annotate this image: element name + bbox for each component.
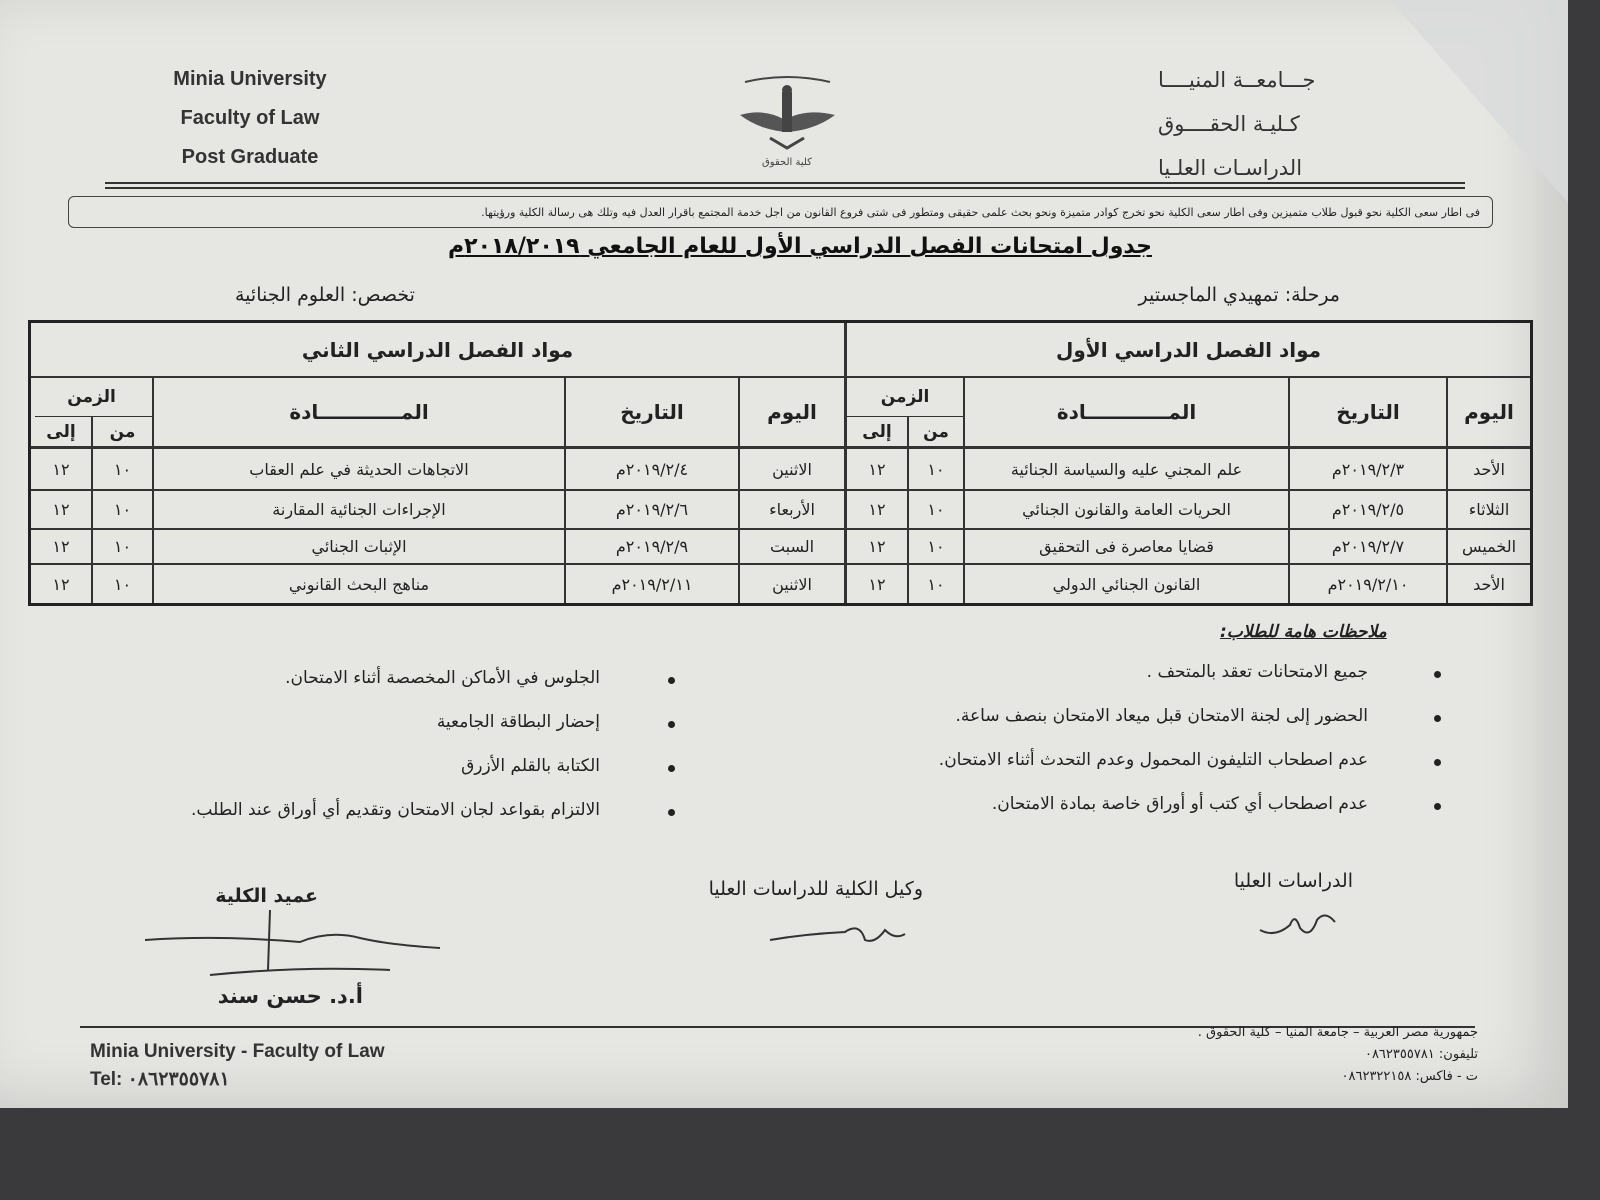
header-dept-en: Post Graduate xyxy=(181,146,319,168)
sem2-row-subject: الإثبات الجنائي xyxy=(311,537,407,556)
sem2-row-to: ١٢ xyxy=(52,574,70,594)
sem1-col-date: التاريخ xyxy=(1336,400,1400,424)
sem2-col-subject: المــــــــــــادة xyxy=(289,400,429,424)
note-item: جميع الامتحانات تعقد بالمتحف . xyxy=(1146,662,1368,682)
dean-signature-label: عميد الكلية xyxy=(215,885,318,907)
sem2-row-from: ١٠ xyxy=(113,537,132,556)
header-faculty-en: Faculty of Law xyxy=(180,107,320,129)
note-item: الحضور إلى لجنة الامتحان قبل ميعاد الامتحان بنصف ساعة. xyxy=(955,706,1368,726)
note-item: الجلوس في الأماكن المخصصة أثناء الامتحان. xyxy=(285,668,600,688)
sem1-row-from: ١٠ xyxy=(927,500,945,519)
sem1-row-date: ٢٠١٩/٢/٣م xyxy=(1331,459,1405,479)
header-faculty-ar: كـليـة الحقــــوق xyxy=(1158,112,1300,136)
vice-dean-signature-scrawl-icon xyxy=(765,912,915,952)
sem2-row-from: ١٠ xyxy=(113,459,132,479)
bullet-icon xyxy=(1434,803,1441,810)
sem2-row-subject: الإجراءات الجنائية المقارنة xyxy=(272,500,446,519)
bullet-icon xyxy=(668,765,675,772)
sem2-col-time: الزمن xyxy=(67,387,116,407)
sem1-row-from: ١٠ xyxy=(927,459,945,479)
grad-signature-scrawl-icon xyxy=(1255,900,1345,945)
sem1-row-to: ١٢ xyxy=(868,537,886,556)
bullet-icon xyxy=(1434,759,1441,766)
sem1-row-subject: قضايا معاصرة فى التحقيق xyxy=(1039,537,1214,556)
sem1-row-day: الخميس xyxy=(1461,537,1517,556)
arabic-header xyxy=(1158,58,1418,190)
footer-arabic xyxy=(1198,1022,1478,1088)
sem2-row-subject: مناهج البحث القانوني xyxy=(288,574,430,594)
sem2-row-day: الأربعاء xyxy=(769,500,815,519)
sem1-row-to: ١٢ xyxy=(868,459,886,479)
sem1-header: مواد الفصل الدراسي الأول xyxy=(1056,337,1321,362)
sem1-row-subject: الحريات العامة والقانون الجنائي xyxy=(1022,500,1231,519)
notes-title: ملاحظات هامة للطلاب: xyxy=(1220,622,1387,642)
sem1-row-day: الثلاثاء xyxy=(1468,500,1510,519)
header-dept-ar: الدراسـات العلـيا xyxy=(1158,156,1303,180)
sem1-row-date: ٢٠١٩/٢/٥م xyxy=(1331,500,1405,519)
footer-english xyxy=(90,1038,385,1094)
grad-studies-signature-label: الدراسات العليا xyxy=(1233,870,1353,892)
vice-dean-signature-label: وكيل الكلية للدراسات العليا xyxy=(708,878,923,900)
sem2-col-from: من xyxy=(109,421,136,442)
sem1-row-date: ٢٠١٩/٢/٧م xyxy=(1331,537,1405,556)
note-item: عدم اصطحاب التليفون المحمول وعدم التحدث أثناء الامتحان. xyxy=(938,750,1368,770)
footer-en-tel: Tel: ٠٨٦٢٣٥٥٧٨١ xyxy=(90,1069,230,1090)
faculty-logo-icon xyxy=(735,70,840,170)
sem1-row-date: ٢٠١٩/٢/١٠م xyxy=(1327,574,1409,594)
sem2-row-date: ٢٠١٩/٢/٩م xyxy=(615,537,689,556)
sem1-col-time: الزمن xyxy=(880,387,930,407)
footer-en-name: Minia University - Faculty of Law xyxy=(90,1041,385,1062)
header-rule-2 xyxy=(105,187,1465,189)
sem1-row-to: ١٢ xyxy=(868,500,886,519)
sem1-col-day: اليوم xyxy=(1464,400,1514,424)
footer-ar-address: جمهورية مصر العربية – جامعة المنيا – كلية الحقوق . xyxy=(1197,1025,1478,1040)
bullet-icon xyxy=(1434,671,1441,678)
bullet-icon xyxy=(1434,715,1441,722)
logo-caption: كلية الحقوق xyxy=(762,157,812,168)
note-item: عدم اصطحاب أي كتب أو أوراق خاصة بمادة الامتحان. xyxy=(991,794,1368,814)
dean-name: أ.د. حسن سند xyxy=(217,984,363,1008)
dean-signature-scrawl-icon xyxy=(140,900,450,980)
bullet-icon xyxy=(668,677,675,684)
sem2-row-day: الاثنين xyxy=(772,574,812,594)
sem2-header: مواد الفصل الدراسي الثاني xyxy=(301,337,574,362)
header-university-ar: جـــامعــة المنيــــا xyxy=(1158,68,1316,92)
sem1-row-day: الأحد xyxy=(1473,574,1505,594)
note-item: الالتزام بقواعد لجان الامتحان وتقديم أي أوراق عند الطلب. xyxy=(191,800,600,820)
sem2-col-to: إلى xyxy=(46,421,76,442)
page-title: جدول امتحانات الفصل الدراسي الأول للعام الجامعي ٢٠١٨/٢٠١٩م xyxy=(448,234,1152,259)
sem1-col-from: من xyxy=(923,421,949,442)
sem2-row-day: الاثنين xyxy=(772,459,812,479)
sem2-col-date: التاريخ xyxy=(620,400,684,424)
sem1-row-subject: القانون الجنائي الدولي xyxy=(1052,574,1201,594)
footer-ar-fax: ت - فاكس: ٠٨٦٢٣٢٢١٥٨ xyxy=(1341,1069,1478,1084)
sem1-row-to: ١٢ xyxy=(868,574,886,594)
sem1-col-subject: المــــــــــــادة xyxy=(1056,400,1197,424)
sem1-row-from: ١٠ xyxy=(927,537,945,556)
sem1-row-from: ١٠ xyxy=(927,574,945,594)
sem2-row-from: ١٠ xyxy=(113,574,132,594)
mission-statement: فى اطار سعى الكلية نحو قبول طلاب متميزين وفى اطار سعى الكلية نحو تخرج كوادر متميزة ونحو بحث علمى حقيقى ومتطور فى شتى فروع القانون من اجل خدمة المجتمع باقرار العدل فيه وتلك هى رسالة الكلية ورؤيتها. xyxy=(68,196,1493,228)
sem2-row-day: السبت xyxy=(769,537,815,556)
stage-label: مرحلة: تمهيدي الماجستير xyxy=(1138,284,1340,306)
sem1-row-day: الأحد xyxy=(1473,459,1505,479)
header-university-en: Minia University xyxy=(173,68,327,90)
sem2-row-from: ١٠ xyxy=(113,500,132,519)
sem2-row-to: ١٢ xyxy=(52,537,70,556)
sem2-row-date: ٢٠١٩/٢/٤م xyxy=(615,459,689,479)
english-header xyxy=(150,60,350,177)
note-item: الكتابة بالقلم الأزرق xyxy=(461,756,600,776)
specialization-label: تخصص: العلوم الجنائية xyxy=(235,284,415,306)
sem2-col-day: اليوم xyxy=(767,400,817,424)
note-item: إحضار البطاقة الجامعية xyxy=(436,712,600,732)
sem2-row-date: ٢٠١٩/٢/١١م xyxy=(611,574,693,594)
bullet-icon xyxy=(668,721,675,728)
sem2-row-to: ١٢ xyxy=(52,500,70,519)
sem1-col-to: إلى xyxy=(862,421,892,442)
exam-schedule-table xyxy=(28,320,1533,606)
footer-ar-phone: تليفون: ٠٨٦٢٣٥٥٧٨١ xyxy=(1364,1047,1478,1062)
sem1-row-subject: علم المجني عليه والسياسة الجنائية xyxy=(1010,459,1243,479)
sem2-row-date: ٢٠١٩/٢/٦م xyxy=(615,500,689,519)
sem2-row-subject: الاتجاهات الحديثة في علم العقاب xyxy=(249,459,469,479)
bullet-icon xyxy=(668,809,675,816)
header-rule-1 xyxy=(105,182,1465,184)
sem2-row-to: ١٢ xyxy=(52,459,70,479)
